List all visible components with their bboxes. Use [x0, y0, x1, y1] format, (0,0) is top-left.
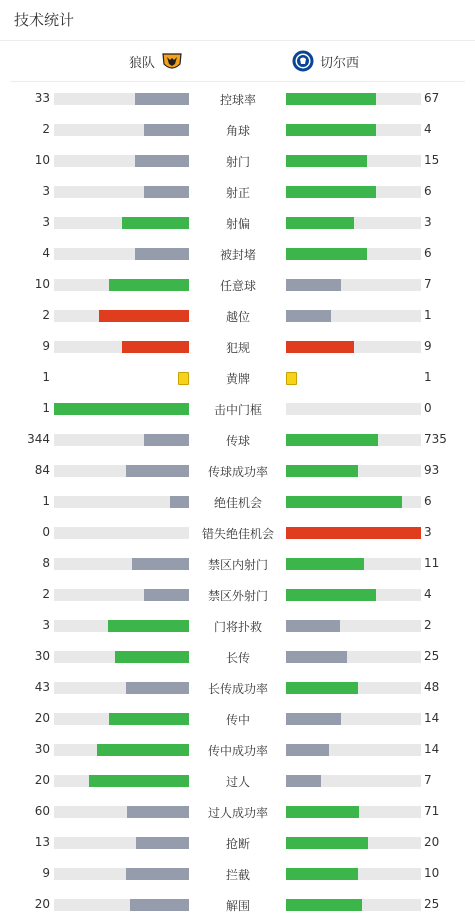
home-bar-track: [54, 496, 189, 508]
away-value: 4: [424, 122, 432, 136]
stat-row: [0, 424, 475, 455]
stat-label: 黄牌: [225, 372, 250, 386]
home-bar-fill: [108, 620, 189, 632]
home-bar-fill: [144, 434, 189, 446]
away-bar-fill: [286, 620, 340, 632]
stat-label: 拦截: [225, 868, 250, 882]
away-bar-fill: [286, 589, 376, 601]
away-value: 71: [424, 804, 440, 818]
away-value: 15: [424, 153, 440, 167]
home-bar-track: [54, 589, 189, 601]
away-value: 1: [424, 370, 432, 384]
home-team[interactable]: [129, 50, 183, 72]
home-value: 84: [34, 463, 50, 477]
away-bar-track: [286, 372, 421, 384]
away-value: 735: [424, 432, 447, 446]
home-bar-fill: [122, 217, 190, 229]
away-value: 25: [424, 897, 440, 911]
home-bar-fill: [144, 589, 189, 601]
stat-label: 犯规: [225, 341, 250, 355]
away-bar-fill: [286, 775, 321, 787]
home-bar-track: [54, 248, 189, 260]
home-value: 1: [42, 401, 50, 415]
home-value: 0: [42, 525, 50, 539]
stat-label: 越位: [225, 310, 250, 324]
stat-row: [0, 486, 475, 517]
stat-label: 传中成功率: [207, 744, 268, 758]
home-bar-fill: [122, 341, 190, 353]
home-value: 2: [42, 587, 50, 601]
away-bar-track: [286, 589, 421, 601]
stat-label: 击中门框: [213, 403, 262, 417]
stat-label: 禁区外射门: [207, 589, 268, 603]
home-value: 9: [42, 866, 50, 880]
away-bar-track: [286, 837, 421, 849]
home-bar-track: [54, 651, 189, 663]
stat-label: 传中: [225, 713, 250, 727]
home-bar-fill: [144, 186, 189, 198]
stat-label: 错失绝佳机会: [201, 527, 274, 541]
yellow-card-icon: [178, 372, 189, 385]
stat-label: 射正: [225, 186, 250, 200]
stat-label: 传球: [225, 434, 250, 448]
home-bar-fill: [126, 682, 189, 694]
home-value: 20: [34, 897, 50, 911]
stat-row: [0, 579, 475, 610]
home-value: 33: [34, 91, 50, 105]
away-value: 25: [424, 649, 440, 663]
away-value: 6: [424, 184, 432, 198]
stat-row: [0, 765, 475, 796]
away-value: 6: [424, 494, 432, 508]
stat-row: [0, 176, 475, 207]
home-bar-fill: [126, 868, 189, 880]
stat-label: 角球: [225, 124, 250, 138]
stat-row: [0, 889, 475, 920]
home-value: 1: [42, 370, 50, 384]
stat-label: 长传: [225, 651, 250, 665]
home-bar-track: [54, 713, 189, 725]
away-bar-fill: [286, 713, 341, 725]
away-bar-fill: [286, 837, 368, 849]
home-value: 8: [42, 556, 50, 570]
wolves-crest-icon: [161, 50, 183, 72]
stat-label: 解围: [225, 899, 250, 913]
away-bar-track: [286, 682, 421, 694]
away-bar-fill: [286, 248, 367, 260]
away-value: 11: [424, 556, 440, 570]
stat-row: [0, 331, 475, 362]
home-bar-track: [54, 155, 189, 167]
home-bar-fill: [97, 744, 189, 756]
home-bar-fill: [132, 558, 189, 570]
stat-row: [0, 858, 475, 889]
away-bar-fill: [286, 465, 358, 477]
away-bar-fill: [286, 124, 376, 136]
home-bar-track: [54, 775, 189, 787]
stat-row: [0, 269, 475, 300]
away-bar-track: [286, 341, 421, 353]
away-bar-track: [286, 651, 421, 663]
away-bar-track: [286, 558, 421, 570]
home-team-name: 狼队: [128, 55, 155, 71]
stat-row: [0, 796, 475, 827]
stat-label: 绝佳机会: [213, 496, 262, 510]
away-bar-track: [286, 155, 421, 167]
away-bar-fill: [286, 434, 378, 446]
stats-list: [0, 83, 475, 920]
away-bar-fill: [286, 155, 367, 167]
home-bar-fill: [89, 775, 189, 787]
home-value: 43: [34, 680, 50, 694]
stat-label: 禁区内射门: [207, 558, 268, 572]
away-bar-track: [286, 403, 421, 415]
home-value: 10: [34, 153, 50, 167]
home-bar-fill: [126, 465, 189, 477]
away-bar-track: [286, 217, 421, 229]
home-value: 4: [42, 246, 50, 260]
stat-label: 长传成功率: [207, 682, 268, 696]
away-value: 3: [424, 215, 432, 229]
stat-row: [0, 517, 475, 548]
away-value: 3: [424, 525, 432, 539]
stat-row: [0, 393, 475, 424]
home-value: 20: [34, 711, 50, 725]
away-value: 6: [424, 246, 432, 260]
away-bar-track: [286, 806, 421, 818]
away-bar-track: [286, 465, 421, 477]
away-bar-track: [286, 248, 421, 260]
home-value: 3: [42, 215, 50, 229]
home-value: 30: [34, 649, 50, 663]
away-bar-fill: [286, 496, 402, 508]
away-bar-track: [286, 434, 421, 446]
stat-row: [0, 610, 475, 641]
home-bar-fill: [54, 403, 189, 415]
away-bar-fill: [286, 558, 364, 570]
home-value: 2: [42, 122, 50, 136]
stat-row: [0, 672, 475, 703]
stat-row: [0, 362, 475, 393]
page-title: 技术统计: [0, 0, 475, 41]
home-value: 60: [34, 804, 50, 818]
away-value: 14: [424, 711, 440, 725]
home-bar-fill: [135, 155, 189, 167]
home-bar-track: [54, 744, 189, 756]
stat-row: [0, 548, 475, 579]
home-bar-track: [54, 806, 189, 818]
yellow-card-icon: [286, 372, 297, 385]
away-value: 93: [424, 463, 440, 477]
home-value: 30: [34, 742, 50, 756]
home-bar-track: [54, 899, 189, 911]
away-value: 0: [424, 401, 432, 415]
home-value: 3: [42, 618, 50, 632]
home-bar-fill: [109, 713, 189, 725]
away-bar-fill: [286, 341, 354, 353]
stat-row: [0, 114, 475, 145]
away-value: 7: [424, 277, 432, 291]
home-bar-fill: [136, 837, 189, 849]
away-bar-fill: [286, 651, 347, 663]
stat-label: 控球率: [219, 93, 256, 107]
home-value: 20: [34, 773, 50, 787]
away-value: 14: [424, 742, 440, 756]
away-bar-track: [286, 527, 421, 539]
away-bar-track: [286, 310, 421, 322]
home-value: 2: [42, 308, 50, 322]
home-value: 10: [34, 277, 50, 291]
home-bar-track: [54, 558, 189, 570]
away-bar-track: [286, 899, 421, 911]
away-value: 2: [424, 618, 432, 632]
away-bar-fill: [286, 310, 331, 322]
away-value: 4: [424, 587, 432, 601]
home-bar-fill: [135, 248, 189, 260]
home-bar-fill: [99, 310, 189, 322]
away-bar-fill: [286, 868, 358, 880]
away-bar-track: [286, 279, 421, 291]
away-team[interactable]: [292, 50, 359, 72]
stat-row: [0, 734, 475, 765]
home-bar-track: [54, 341, 189, 353]
home-bar-track: [54, 682, 189, 694]
stat-label: 过人成功率: [207, 806, 268, 820]
away-bar-track: [286, 744, 421, 756]
away-bar-track: [286, 93, 421, 105]
away-bar-fill: [286, 279, 341, 291]
home-bar-fill: [127, 806, 189, 818]
home-bar-track: [54, 93, 189, 105]
away-value: 10: [424, 866, 440, 880]
home-value: 13: [34, 835, 50, 849]
away-bar-fill: [286, 217, 354, 229]
home-bar-track: [54, 434, 189, 446]
stat-label: 被封堵: [219, 248, 256, 262]
stat-label: 门将扑救: [213, 620, 262, 634]
home-bar-track: [54, 527, 189, 539]
away-team-name: 切尔西: [320, 55, 360, 71]
stat-row: [0, 827, 475, 858]
home-bar-track: [54, 868, 189, 880]
away-bar-fill: [286, 682, 358, 694]
stat-label: 任意球: [219, 279, 256, 293]
away-bar-fill: [286, 806, 359, 818]
home-bar-track: [54, 310, 189, 322]
away-bar-fill: [286, 186, 376, 198]
away-bar-fill: [286, 899, 362, 911]
away-value: 67: [424, 91, 440, 105]
stat-label: 传球成功率: [207, 465, 268, 479]
stat-row: [0, 455, 475, 486]
away-bar-fill: [286, 744, 329, 756]
home-bar-track: [54, 124, 189, 136]
home-bar-track: [54, 837, 189, 849]
teams-header: [10, 41, 465, 82]
stat-label: 射门: [225, 155, 250, 169]
away-value: 20: [424, 835, 440, 849]
home-bar-track: [54, 403, 189, 415]
home-value: 3: [42, 184, 50, 198]
home-bar-track: [54, 372, 189, 384]
home-bar-track: [54, 465, 189, 477]
home-bar-fill: [135, 93, 189, 105]
stat-row: [0, 145, 475, 176]
away-value: 7: [424, 773, 432, 787]
stat-label: 过人: [225, 775, 250, 789]
home-bar-track: [54, 217, 189, 229]
stat-row: [0, 641, 475, 672]
away-value: 1: [424, 308, 432, 322]
home-bar-fill: [144, 124, 189, 136]
home-bar-fill: [170, 496, 189, 508]
home-bar-fill: [130, 899, 189, 911]
home-value: 1: [42, 494, 50, 508]
home-bar-track: [54, 620, 189, 632]
away-bar-fill: [286, 527, 421, 539]
home-value: 344: [27, 432, 50, 446]
away-bar-track: [286, 775, 421, 787]
away-value: 48: [424, 680, 440, 694]
home-bar-track: [54, 279, 189, 291]
away-bar-track: [286, 496, 421, 508]
home-bar-fill: [109, 279, 189, 291]
away-bar-track: [286, 186, 421, 198]
stat-row: [0, 207, 475, 238]
chelsea-crest-icon: [292, 50, 314, 72]
away-bar-track: [286, 868, 421, 880]
stat-row: [0, 703, 475, 734]
away-bar-track: [286, 713, 421, 725]
away-value: 9: [424, 339, 432, 353]
stat-row: [0, 238, 475, 269]
away-bar-fill: [286, 93, 376, 105]
away-bar-track: [286, 620, 421, 632]
home-bar-fill: [115, 651, 189, 663]
stat-label: 射偏: [225, 217, 250, 231]
stat-row: [0, 83, 475, 114]
stat-label: 抢断: [225, 837, 250, 851]
home-bar-track: [54, 186, 189, 198]
home-value: 9: [42, 339, 50, 353]
away-bar-track: [286, 124, 421, 136]
stat-row: [0, 300, 475, 331]
